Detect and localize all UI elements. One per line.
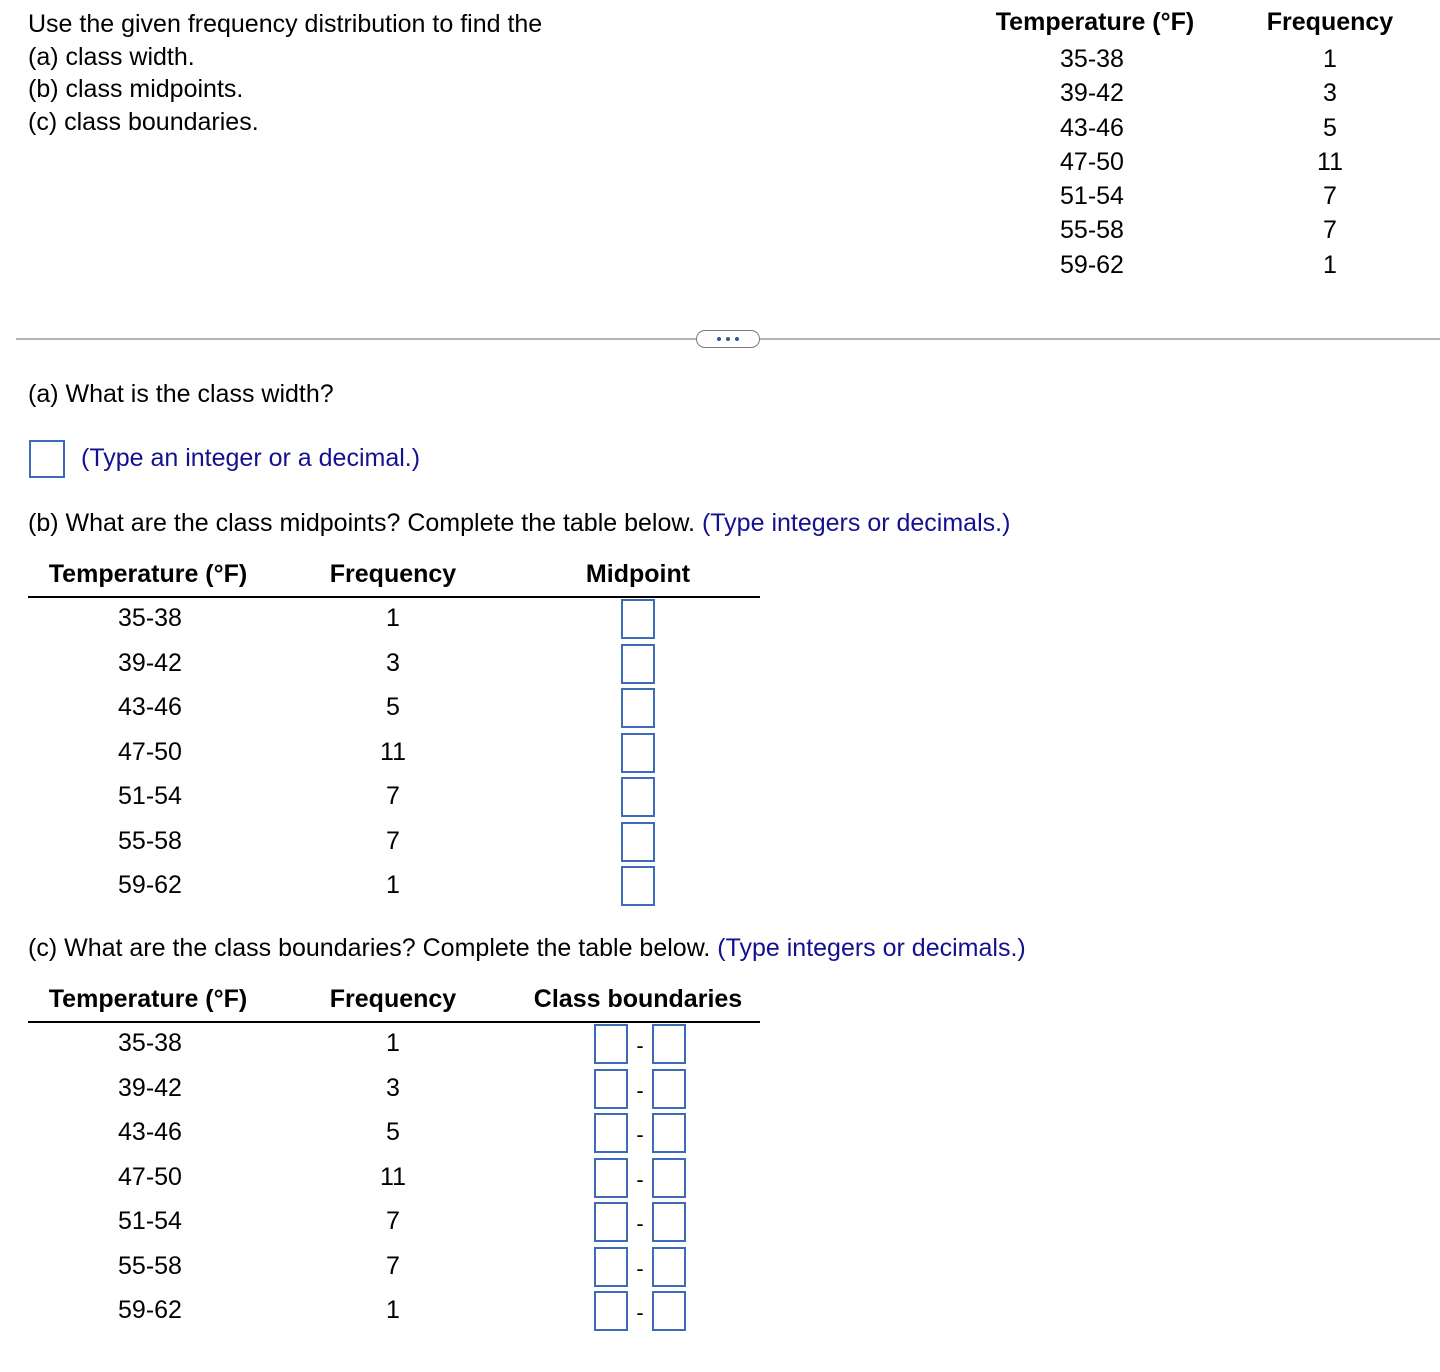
part-a-question: (a) What is the class width? [28, 380, 334, 408]
frequency-cell: 11 [380, 737, 406, 766]
upper-boundary-input[interactable] [652, 1158, 686, 1198]
lower-boundary-input[interactable] [594, 1158, 628, 1198]
frequency-cell: 7 [386, 782, 400, 810]
part-c-question: (c) What are the class boundaries? Complete the table below. [28, 934, 711, 962]
midpoint-input[interactable] [621, 599, 655, 639]
temperature-cell: 55-58 [118, 1251, 182, 1280]
midpoint-input[interactable] [621, 777, 655, 817]
ellipsis-dot-icon [726, 337, 730, 341]
boundaries-header-class-boundaries: Class boundaries [533, 985, 743, 1013]
part-b-hint: (Type integers or decimals.) [701, 509, 1011, 537]
instructions-line-2: (a) class width. [28, 42, 195, 71]
table-row [28, 774, 760, 819]
boundary-separator: - [636, 1255, 644, 1281]
temperature-cell: 39-42 [118, 648, 182, 677]
temperature-cell: 59-62 [118, 871, 182, 899]
given-header-temperature: Temperature (°F) [995, 8, 1195, 36]
upper-boundary-input[interactable] [652, 1291, 686, 1331]
frequency-cell: 7 [386, 1207, 400, 1235]
given-temp-cell: 39-42 [1060, 79, 1124, 108]
temperature-cell: 47-50 [118, 1162, 182, 1191]
part-b-question: (b) What are the class midpoints? Complete the table below. [28, 509, 696, 537]
part-c-question-line [28, 934, 1026, 963]
given-temp-cell: 43-46 [1060, 113, 1124, 142]
given-temp-cell: 47-50 [1060, 147, 1124, 176]
upper-boundary-input[interactable] [652, 1113, 686, 1153]
boundary-separator: - [636, 1166, 644, 1192]
given-temp-cell: 51-54 [1060, 182, 1124, 211]
boundaries-header-temperature: Temperature (°F) [48, 985, 248, 1013]
expand-more-button[interactable] [696, 330, 760, 348]
frequency-cell: 3 [386, 648, 400, 677]
boundary-separator: - [636, 1033, 644, 1058]
part-a-hint: (Type an integer or a decimal.) [81, 444, 421, 472]
table-row [28, 819, 760, 864]
temperature-cell: 39-42 [118, 1073, 182, 1102]
given-freq-cell: 7 [1323, 182, 1337, 211]
temperature-cell: 43-46 [118, 1118, 182, 1146]
temperature-cell: 51-54 [118, 782, 182, 810]
frequency-cell: 5 [386, 693, 400, 721]
instructions [28, 8, 542, 138]
frequency-cell: 1 [386, 1029, 400, 1057]
frequency-cell: 7 [386, 1251, 400, 1280]
boundaries-header-frequency: Frequency [329, 985, 457, 1013]
given-freq-cell: 3 [1323, 79, 1337, 108]
midpoint-input[interactable] [621, 733, 655, 773]
temperature-cell: 47-50 [118, 737, 182, 766]
upper-boundary-input[interactable] [652, 1247, 686, 1287]
given-freq-cell: 5 [1323, 113, 1337, 142]
lower-boundary-input[interactable] [594, 1291, 628, 1331]
table-row [28, 1155, 760, 1200]
table-row [28, 1110, 760, 1155]
table-row [28, 1288, 760, 1333]
frequency-cell: 7 [386, 826, 400, 855]
table-row [28, 1021, 760, 1066]
upper-boundary-input[interactable] [652, 1202, 686, 1242]
boundary-separator: - [636, 1122, 644, 1147]
instructions-line-3: (b) class midpoints. [28, 75, 244, 103]
boundary-separator: - [636, 1300, 644, 1325]
midpoint-header-midpoint: Midpoint [585, 560, 691, 588]
table-row [28, 1244, 760, 1289]
instructions-line-4: (c) class boundaries. [28, 107, 259, 136]
table-row [28, 730, 760, 775]
lower-boundary-input[interactable] [594, 1069, 628, 1109]
part-b-question-line [28, 509, 1010, 538]
table-row [28, 596, 760, 641]
given-temperature-column [1030, 42, 1154, 282]
temperature-cell: 35-38 [118, 1029, 182, 1057]
midpoint-input[interactable] [621, 688, 655, 728]
given-freq-cell: 7 [1323, 216, 1337, 245]
frequency-cell: 3 [386, 1073, 400, 1102]
given-header-frequency: Frequency [1266, 8, 1394, 36]
frequency-cell: 5 [386, 1118, 400, 1146]
given-temp-cell: 35-38 [1060, 45, 1124, 73]
given-freq-cell: 1 [1323, 45, 1337, 73]
frequency-cell: 1 [386, 604, 400, 632]
temperature-cell: 51-54 [118, 1207, 182, 1235]
temperature-cell: 43-46 [118, 693, 182, 721]
table-row [28, 641, 760, 686]
lower-boundary-input[interactable] [594, 1247, 628, 1287]
midpoint-input[interactable] [621, 644, 655, 684]
class-width-input[interactable] [29, 440, 65, 478]
table-row [28, 1199, 760, 1244]
given-temp-cell: 55-58 [1060, 216, 1124, 245]
part-c-hint: (Type integers or decimals.) [717, 934, 1026, 962]
midpoint-header-frequency: Frequency [329, 560, 457, 588]
table-row [28, 863, 760, 908]
given-frequency-column [1290, 42, 1370, 282]
temperature-cell: 59-62 [118, 1296, 182, 1324]
temperature-cell: 35-38 [118, 604, 182, 632]
given-freq-cell: 1 [1323, 250, 1337, 279]
given-temp-cell: 59-62 [1060, 250, 1124, 279]
ellipsis-dot-icon [735, 337, 739, 341]
midpoint-input[interactable] [621, 866, 655, 906]
midpoint-input[interactable] [621, 822, 655, 862]
boundary-separator: - [636, 1211, 644, 1236]
temperature-cell: 55-58 [118, 826, 182, 855]
midpoint-header-temperature: Temperature (°F) [48, 560, 248, 588]
table-row [28, 1066, 760, 1111]
upper-boundary-input[interactable] [652, 1024, 686, 1064]
lower-boundary-input[interactable] [594, 1024, 628, 1064]
frequency-cell: 1 [386, 1296, 400, 1324]
instructions-line-1: Use the given frequency distribution to find the [28, 10, 543, 38]
given-freq-cell: 11 [1317, 147, 1343, 176]
ellipsis-dot-icon [717, 337, 721, 341]
table-row [28, 685, 760, 730]
lower-boundary-input[interactable] [594, 1202, 628, 1242]
frequency-cell: 1 [386, 871, 400, 899]
boundary-separator: - [636, 1077, 644, 1103]
upper-boundary-input[interactable] [652, 1069, 686, 1109]
lower-boundary-input[interactable] [594, 1113, 628, 1153]
frequency-cell: 11 [380, 1162, 406, 1191]
